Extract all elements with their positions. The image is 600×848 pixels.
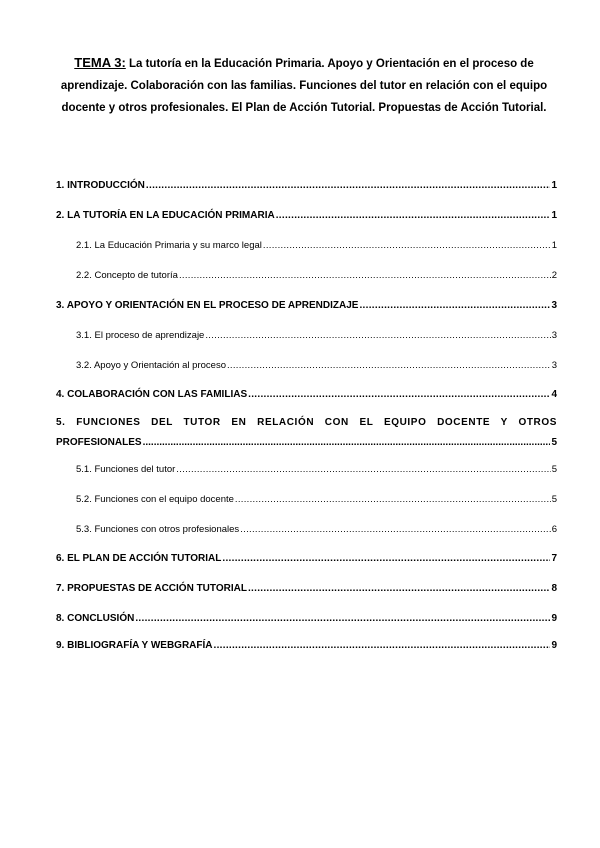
toc-entry-label-line1: 5. FUNCIONES DEL TUTOR EN RELACIÓN CON EL EQUIPO DOCENTE Y OTROS — [56, 417, 557, 428]
toc-leader-dots — [240, 524, 551, 535]
toc-page-number: 4 — [551, 389, 557, 400]
toc-entry-label-line2: PROFESIONALES — [56, 437, 142, 448]
toc-leader-dots — [135, 613, 550, 624]
toc-entry-familias[interactable] — [56, 389, 557, 400]
toc-entry-plan-accion[interactable] — [56, 553, 557, 564]
toc-page-number: 6 — [551, 524, 557, 535]
toc-entry-line2 — [56, 433, 557, 453]
toc-entry-label: 3. APOYO Y ORIENTACIÓN EN EL PROCESO DE APRENDIZAJE — [56, 300, 359, 311]
toc-leader-dots — [143, 433, 551, 453]
toc-leader-dots — [227, 360, 551, 371]
toc-entry-marco-legal[interactable] — [76, 240, 557, 251]
toc-entry-label: 4. COLABORACIÓN CON LAS FAMILIAS — [56, 389, 248, 400]
toc-entry-label: 1. INTRODUCCIÓN — [56, 180, 145, 191]
toc-leader-dots — [222, 553, 550, 564]
toc-entry-proceso-aprendizaje[interactable] — [76, 330, 557, 341]
title-text: La tutoría en la Educación Primaria. Apoyo y Orientación en el proceso de aprendizaje. Colaboración con las familias. Funciones del tutor en relación con el equipo docente y otros profesionales. El Plan de Acción Tutorial. Propuestas de Acción Tutorial. — [60, 58, 548, 114]
toc-entry-label: 8. CONCLUSIÓN — [56, 613, 135, 624]
toc-entry-otros-profesionales[interactable] — [76, 524, 557, 535]
toc-entry-label: 7. PROPUESTAS DE ACCIÓN TUTORIAL — [56, 583, 247, 594]
toc-leader-dots — [146, 180, 551, 191]
toc-entry-propuestas[interactable] — [56, 583, 557, 594]
toc-page-number: 5 — [551, 494, 557, 505]
toc-entry-equipo-docente[interactable] — [76, 494, 557, 505]
toc-page-number: 2 — [551, 270, 557, 281]
toc-page-number: 1 — [551, 240, 557, 251]
toc-entry-conclusion[interactable] — [56, 613, 557, 624]
toc-entry-label: 5.1. Funciones del tutor — [76, 464, 176, 475]
toc-entry-label: 2.2. Concepto de tutoría — [76, 270, 178, 281]
document-title — [56, 52, 552, 119]
toc-page-number: 5 — [551, 464, 557, 475]
toc-entry-label: 3.1. El proceso de aprendizaje — [76, 330, 205, 341]
toc-page-number: 3 — [551, 360, 557, 371]
toc-entry-label: 6. EL PLAN DE ACCIÓN TUTORIAL — [56, 553, 222, 564]
toc-leader-dots — [248, 389, 550, 400]
toc-entry-tutoria[interactable] — [56, 210, 557, 221]
toc-page-number: 5 — [551, 437, 557, 448]
toc-entry-label: 3.2. Apoyo y Orientación al proceso — [76, 360, 226, 371]
toc-entry-funciones-tutor[interactable] — [56, 413, 557, 453]
title-lead: TEMA 3: — [74, 55, 126, 70]
toc-entry-concepto-tutoria[interactable] — [76, 270, 557, 281]
toc-entry-label: 9. BIBLIOGRAFÍA Y WEBGRAFÍA — [56, 640, 213, 651]
toc-entry-bibliografia[interactable] — [56, 640, 557, 651]
toc-leader-dots — [276, 210, 551, 221]
toc-leader-dots — [176, 464, 550, 475]
toc-page-number: 9 — [551, 613, 557, 624]
toc-page-number: 8 — [551, 583, 557, 594]
toc-entry-label: 2.1. La Educación Primaria y su marco legal — [76, 240, 262, 251]
toc-page-number: 3 — [551, 330, 557, 341]
toc-entry-label: 5.3. Funciones con otros profesionales — [76, 524, 240, 535]
toc-leader-dots — [205, 330, 550, 341]
toc-leader-dots — [179, 270, 551, 281]
toc-leader-dots — [248, 583, 550, 594]
toc-page-number: 1 — [551, 180, 557, 191]
toc-page-number: 3 — [551, 300, 557, 311]
toc-entry-introduccion[interactable] — [56, 180, 557, 191]
toc-entry-apoyo-orientacion[interactable] — [56, 300, 557, 311]
toc-entry-funciones-del-tutor[interactable] — [76, 464, 557, 475]
toc-leader-dots — [214, 640, 551, 651]
toc-leader-dots — [263, 240, 551, 251]
toc-entry-label: 2. LA TUTORÍA EN LA EDUCACIÓN PRIMARIA — [56, 210, 275, 221]
toc-page-number: 7 — [551, 553, 557, 564]
toc-entry-apoyo-proceso[interactable] — [76, 360, 557, 371]
toc-page-number: 9 — [551, 640, 557, 651]
toc-page-number: 1 — [551, 210, 557, 221]
toc-leader-dots — [359, 300, 550, 311]
toc-leader-dots — [235, 494, 551, 505]
toc-entry-label: 5.2. Funciones con el equipo docente — [76, 494, 234, 505]
